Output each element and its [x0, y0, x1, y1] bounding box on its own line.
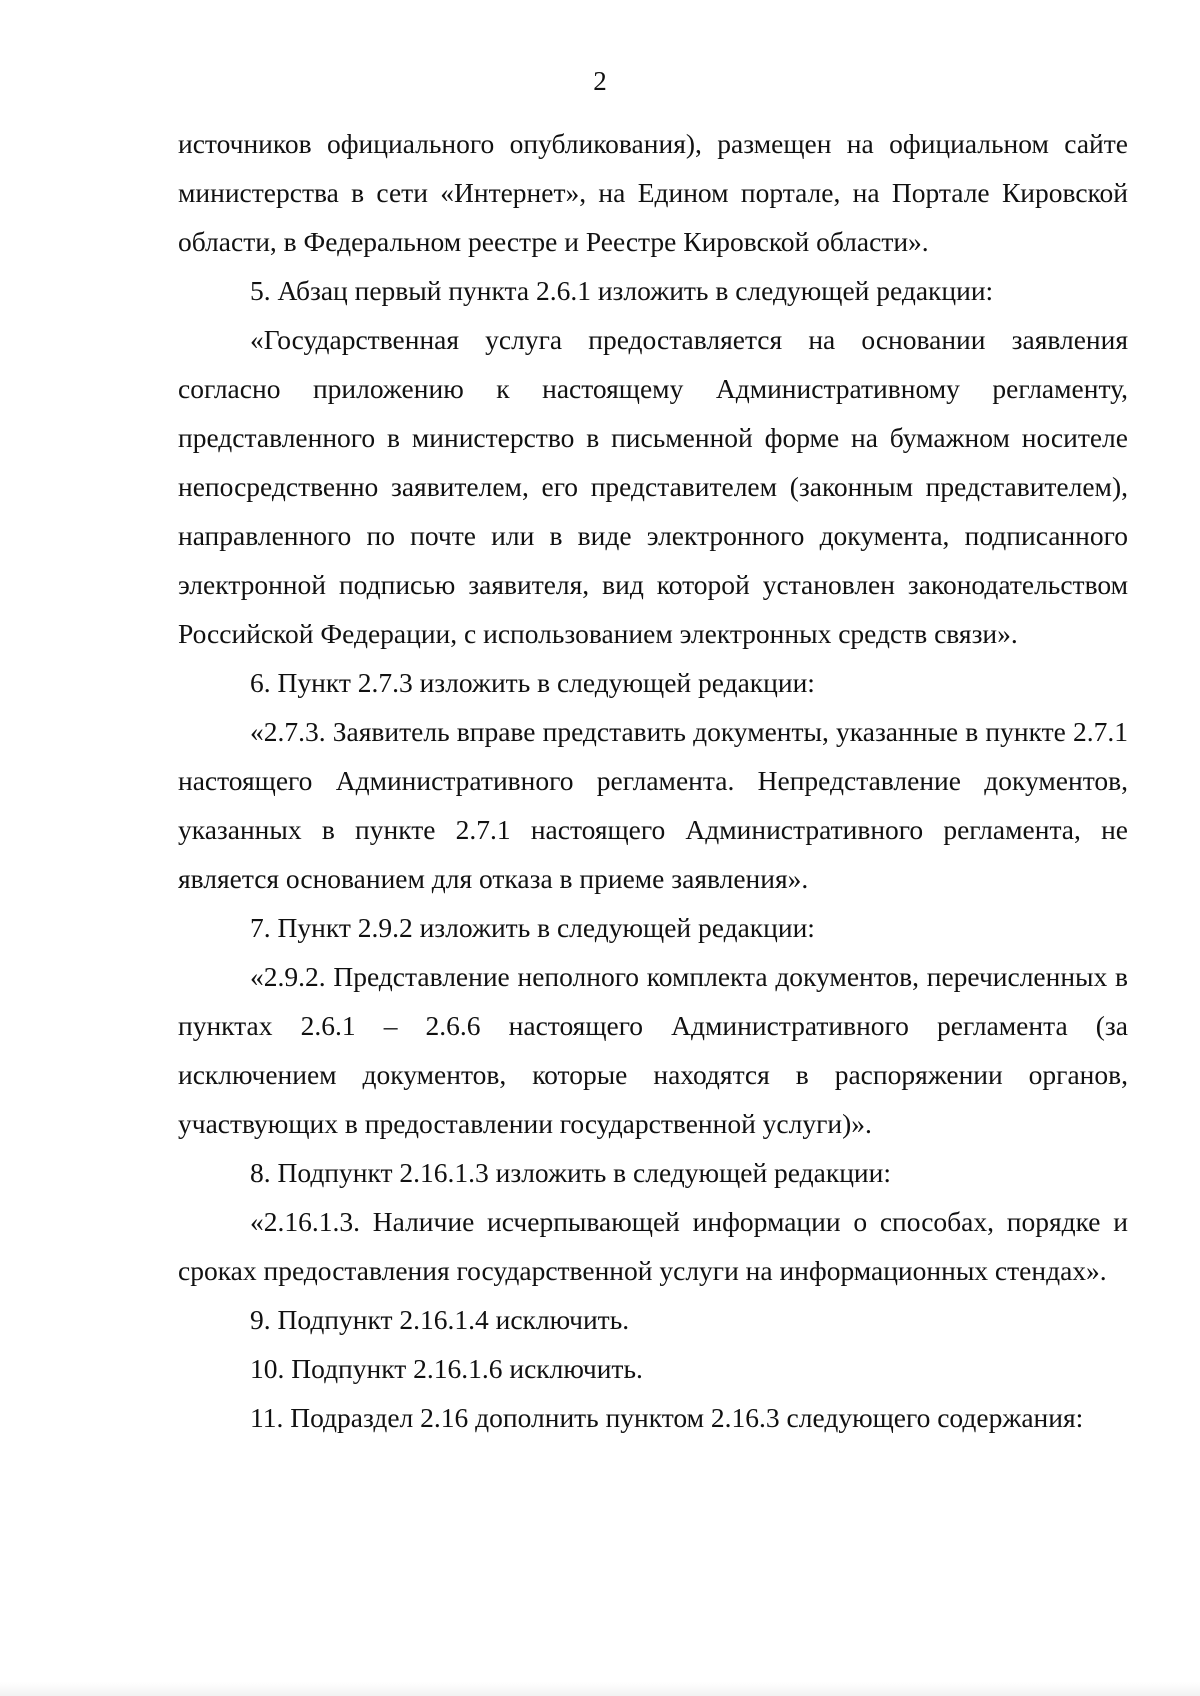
paragraph-continuation: источников официального опубликования), размещен на официальном сайте министерства в сети «Интернет», на Едином портале, на Портале Кировской области, в Федеральном реестре и Реестре Кировской области». [178, 128, 1128, 257]
paragraph-item-9: 9. Подпункт 2.16.1.4 исключить. [250, 1304, 630, 1335]
paragraph-item-11: 11. Подраздел 2.16 дополнить пунктом 2.16.3 следующего содержания: [250, 1402, 1084, 1433]
paragraph-quote-2-9-2: «2.9.2. Представление неполного комплекта документов, перечисленных в пунктах 2.6.1 – 2.6.6 настоящего Административного регламента (за исключением документов, которые находятся в распоряжении органов, участвующих в предоставлении государственной услуги)». [178, 961, 1128, 1139]
paragraph-quote-2-16-1-3: «2.16.1.3. Наличие исчерпывающей информации о способах, порядке и сроках предоставления государственной услуги на информационных стендах». [178, 1206, 1128, 1286]
paragraph-item-8: 8. Подпункт 2.16.1.3 изложить в следующей редакции: [250, 1157, 891, 1188]
paragraph-quote-2-6-1: «Государственная услуга предоставляется на основании заявления согласно приложению к настоящему Административному регламенту, представленного в министерство в письменной форме на бумажном носителе непосредственно заявителем, его представителем (законным представителем), направленного по почте или в виде электронного документа, подписанного электронной подписью заявителя, вид которой установлен законодательством Российской Федерации, с использованием электронных средств связи». [178, 324, 1128, 649]
document-body [178, 119, 1128, 1442]
paragraph-item-5: 5. Абзац первый пункта 2.6.1 изложить в следующей редакции: [250, 275, 994, 306]
scan-bottom-edge [0, 1682, 1200, 1696]
paragraph-item-10: 10. Подпункт 2.16.1.6 исключить. [250, 1353, 643, 1384]
paragraph-item-6: 6. Пункт 2.7.3 изложить в следующей редакции: [250, 667, 815, 698]
paragraph-quote-2-7-3: «2.7.3. Заявитель вправе представить документы, указанные в пункте 2.7.1 настоящего Административного регламента. Непредставление документов, указанных в пункте 2.7.1 настоящего Административного регламента, не является основанием для отказа в приеме заявления». [178, 716, 1128, 894]
paragraph-item-7: 7. Пункт 2.9.2 изложить в следующей редакции: [250, 912, 815, 943]
page-number: 2 [593, 66, 607, 96]
